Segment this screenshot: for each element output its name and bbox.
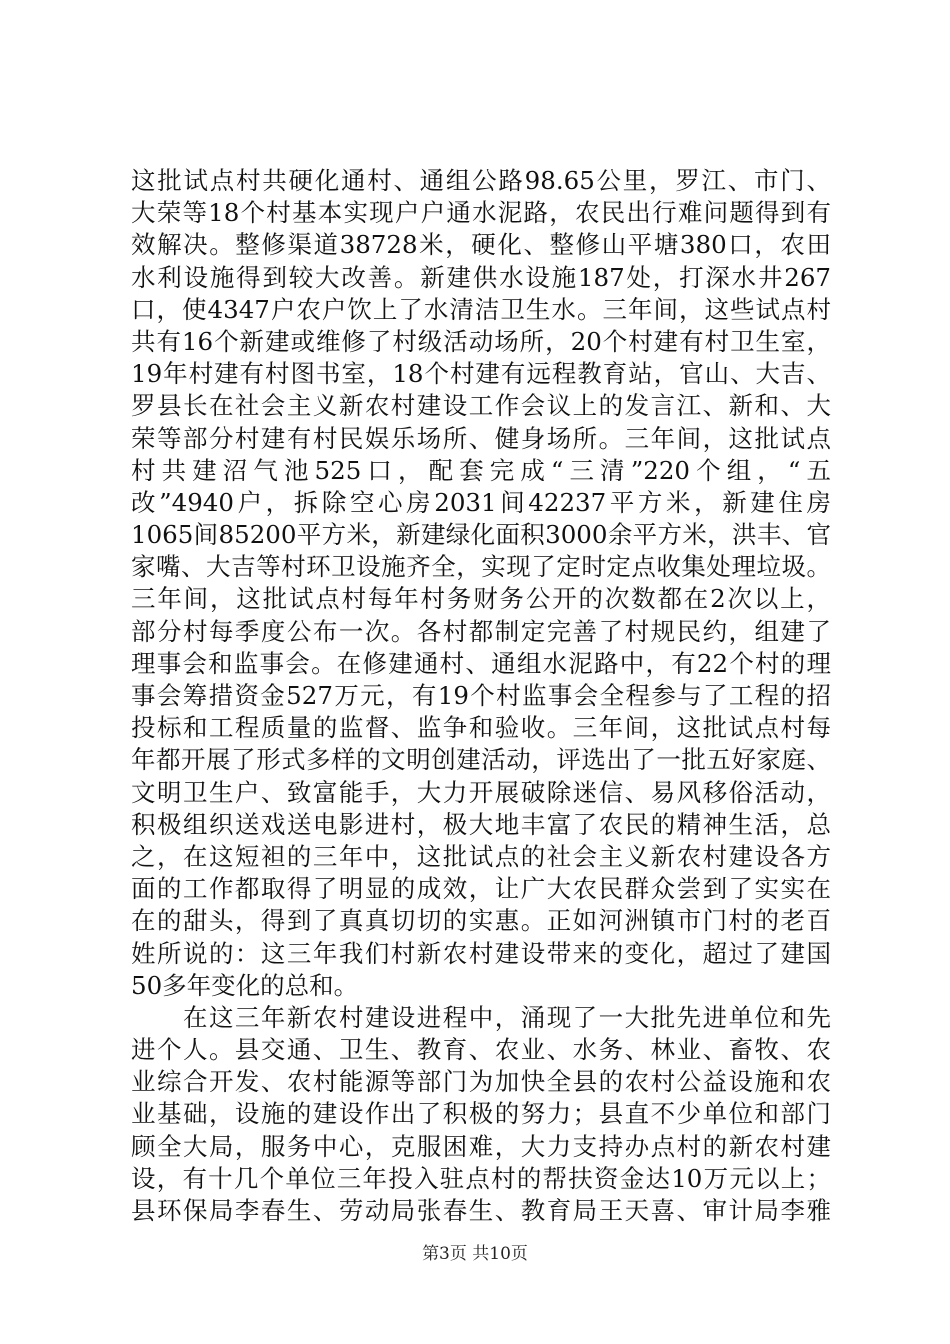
text-line: 理事会和监事会。在修建通村、通组水泥路中，有22个村的理 <box>131 648 831 678</box>
text-line: 在这三年新农村建设进程中，涌现了一大批先进单位和先 <box>131 1002 831 1032</box>
text-line: 在的甜头，得到了真真切切的实惠。正如河洲镇市门村的老百 <box>131 906 831 936</box>
text-line: 效解决。整修渠道38728米，硬化、整修山平塘380口，农田 <box>131 230 831 260</box>
text-line: 共有16个新建或维修了村级活动场所，20个村建有村卫生室， <box>131 326 831 356</box>
text-line: 大荣等18个村基本实现户户通水泥路，农民出行难问题得到有 <box>131 198 831 228</box>
text-line: 事会筹措资金527万元，有19个村监事会全程参与了工程的招 <box>131 681 831 710</box>
text-line: 三年间，这批试点村每年村务财务公开的次数都在2次以上， <box>131 584 831 614</box>
text-line: 19年村建有村图书室，18个村建有远程教育站，官山、大吉、 <box>131 359 831 389</box>
text-line: 村共建沼气池525口，配套完成“三清”220个组，“五 <box>131 455 831 485</box>
text-line: 积极组织送戏送电影进村，极大地丰富了农民的精神生活，总 <box>131 809 831 839</box>
page-number-footer: 第3页 共10页 <box>422 1244 528 1264</box>
text-line: 改”4940户，拆除空心房2031间42237平方米，新建住房 <box>131 487 831 517</box>
text-line: 家嘴、大吉等村环卫设施齐全，实现了定时定点收集处理垃圾。 <box>131 552 831 582</box>
text-line: 投标和工程质量的监督、监争和验收。三年间，这批试点村每 <box>131 713 831 743</box>
text-line: 之，在这短袒的三年中，这批试点的社会主义新农村建设各方 <box>131 841 831 871</box>
text-line: 县环保局李春生、劳动局张春生、教育局王天喜、审计局李雅 <box>131 1196 831 1225</box>
text-line: 50多年变化的总和。 <box>131 970 359 1000</box>
text-line: 文明卫生户、致富能手，大力开展破除迷信、易风移俗活动， <box>131 777 831 807</box>
text-line: 设，有十几个单位三年投入驻点村的帮扶资金达10万元以上； <box>131 1163 831 1193</box>
text-line: 顾全大局，服务中心，克服困难，大力支持办点村的新农村建 <box>131 1131 831 1161</box>
text-line: 业综合开发、农村能源等部门为加快全县的农村公益设施和农 <box>131 1067 831 1097</box>
text-line: 进个人。县交通、卫生、教育、农业、水务、林业、畜牧、农 <box>131 1035 831 1065</box>
text-line: 年都开展了形式多样的文明创建活动，评选出了一批五好家庭、 <box>131 745 831 775</box>
text-line: 1065间85200平方米，新建绿化面积3000余平方米，洪丰、官 <box>131 520 831 550</box>
text-line: 姓所说的：这三年我们村新农村建设带来的变化，超过了建国 <box>131 938 831 968</box>
text-line: 这批试点村共硬化通村、通组公路98.65公里，罗江、市门、 <box>131 166 831 195</box>
text-line: 荣等部分村建有村民娱乐场所、健身场所。三年间，这批试点 <box>131 423 831 453</box>
text-line: 水利设施得到较大改善。新建供水设施187处，打深水井267 <box>131 262 831 292</box>
body-text <box>131 165 831 1227</box>
text-line: 部分村每季度公布一次。各村都制定完善了村规民约，组建了 <box>131 616 831 646</box>
text-line: 罗县长在社会主义新农村建设工作会议上的发言江、新和、大 <box>131 391 831 421</box>
text-line: 面的工作都取得了明显的成效，让广大农民群众尝到了实实在 <box>131 874 831 904</box>
text-line: 业基础，设施的建设作出了积极的努力；县直不少单位和部门 <box>131 1099 831 1129</box>
text-line: 口，使4347户农户饮上了水清洁卫生水。三年间，这些试点村 <box>131 294 831 324</box>
